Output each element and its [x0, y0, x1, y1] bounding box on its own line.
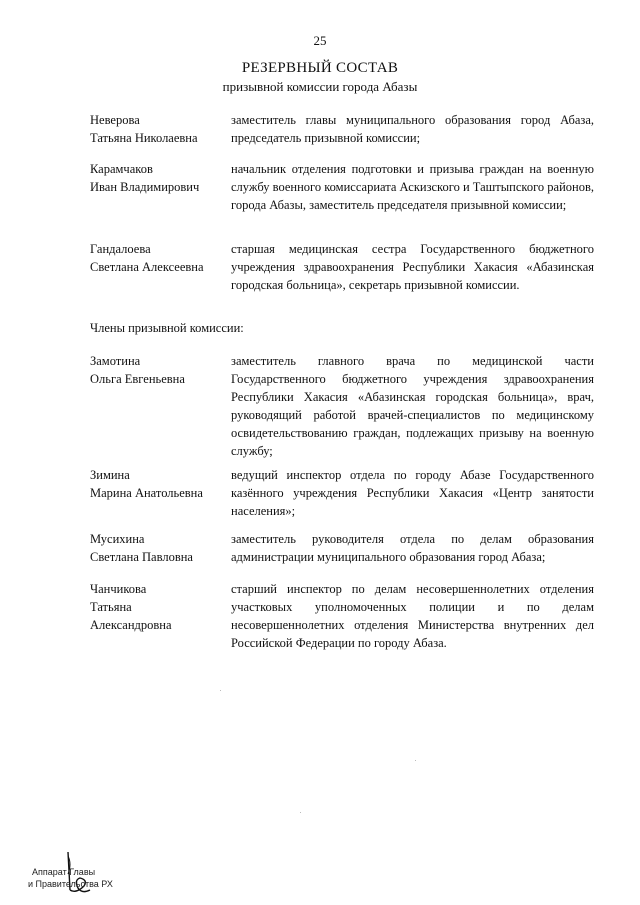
document-subtitle: призывной комиссии города Абазы: [222, 79, 418, 94]
person-name: [90, 111, 225, 147]
person-name: [90, 466, 225, 502]
person-name: [90, 160, 225, 196]
office-stamp: [28, 850, 168, 896]
name-line: Гандалоева: [90, 242, 151, 256]
person-role: ведущий инспектор отдела по городу Абазе Государственного казённого учреждения Республики Хакасия «Центр занятости населения»;: [231, 468, 594, 518]
name-line: Неверова: [90, 113, 140, 127]
name-line: Ольга Евгеньевна: [90, 372, 185, 386]
person-role: начальник отделения подготовки и призыва граждан на военную службу военного комиссариата Аскизского и Таштыпского районов, города Абазы, заместитель председателя призывной комиссии;: [231, 162, 594, 212]
name-line: Замотина: [90, 354, 141, 368]
name-line: Зимина: [90, 468, 130, 482]
name-line: Карамчаков: [90, 162, 153, 176]
person-role: заместитель главного врача по медицинской части Государственного бюджетного учреждения здравоохранения Республики Хакасия «Абазинская городская больница», врач, руководящий работой врачей-специалистов по медицинскому освидетельствованию граждан, подлежащих призыву на военную службу;: [231, 354, 594, 458]
name-line: Светлана Алексеевна: [90, 260, 204, 274]
scan-speck: [220, 690, 221, 691]
name-line: Мусихина: [90, 532, 145, 546]
name-line: Александровна: [90, 618, 172, 632]
name-line: Татьяна Николаевна: [90, 131, 198, 145]
name-line: Светлана Павловна: [90, 550, 193, 564]
person-role: заместитель руководителя отдела по делам образования администрации муниципального образования город Абаза;: [231, 532, 594, 564]
name-line: Марина Анатольевна: [90, 486, 203, 500]
members-heading: Члены призывной комиссии:: [90, 321, 244, 335]
name-line: Иван Владимирович: [90, 180, 200, 194]
person-name: [90, 352, 225, 388]
stamp-line: Аппарат Главы: [32, 867, 96, 877]
person-role: заместитель главы муниципального образования город Абаза, председатель призывной комиссии;: [231, 113, 594, 145]
name-line: Татьяна: [90, 600, 132, 614]
name-line: Чанчикова: [90, 582, 147, 596]
scan-speck: [415, 760, 416, 761]
document-title: РЕЗЕРВНЫЙ СОСТАВ: [241, 60, 399, 76]
stamp-line: и Правительства РХ: [28, 879, 113, 889]
person-name: [90, 240, 225, 276]
person-name: [90, 530, 225, 566]
person-role: старшая медицинская сестра Государственного бюджетного учреждения здравоохранения Республики Хакасия «Абазинская городская больница», секретарь призывной комиссии.: [231, 242, 594, 292]
person-role: старший инспектор по делам несовершеннолетних отделения участковых уполномоченных полиции и по делам несовершеннолетних отделения Министерства внутренних дел Российской Федерации по городу Абаза.: [231, 582, 594, 650]
page-number: 25: [313, 33, 327, 48]
person-name: [90, 580, 225, 634]
scan-speck: [300, 812, 301, 813]
